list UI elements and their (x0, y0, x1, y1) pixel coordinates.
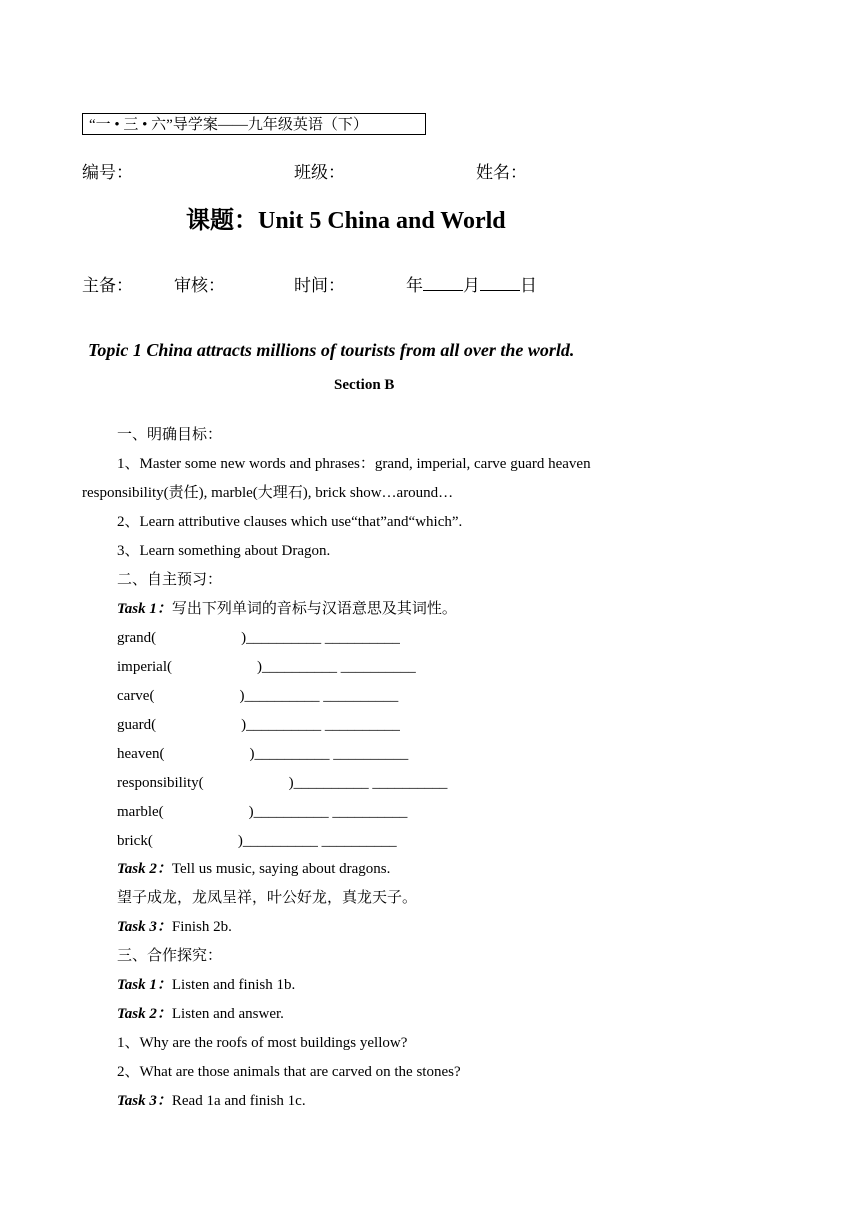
word-row-carve (117, 686, 398, 706)
word-label: brick( (117, 833, 153, 849)
prepare-label: 主备： (82, 276, 133, 295)
number-label: 编号： (82, 163, 133, 182)
series-header: “一 • 三 • 六”导学案——九年级英语（下） (82, 113, 426, 135)
name-label: 姓名： (476, 163, 527, 182)
question-2: 2、What are those animals that are carved on the stones? (117, 1064, 461, 1080)
task-label: Task 2： (117, 861, 172, 877)
task-text: Read 1a and finish 1c. (171, 1093, 306, 1109)
explore-heading: 三、合作探究： (117, 948, 223, 964)
task-label: Task 2： (117, 1006, 172, 1022)
topic-title: Topic 1 China attracts millions of tourists from all over the world. (88, 340, 575, 360)
dragon-idioms: 望子成龙，龙凤呈祥，叶公好龙，真龙天子。 (117, 890, 418, 906)
answer-blanks[interactable]: )__________ __________ (256, 659, 416, 675)
word-row-brick (117, 831, 397, 851)
word-label: heaven( (117, 746, 165, 762)
word-label: grand( (117, 630, 157, 646)
review-label: 审核： (174, 276, 225, 295)
explore-task-1 (117, 975, 295, 995)
task-label: Task 3： (117, 1093, 172, 1109)
answer-blanks[interactable]: )__________ __________ (239, 688, 399, 704)
day-label: 日 (520, 276, 537, 295)
task-label: Task 1： (117, 977, 172, 993)
class-label: 班级： (294, 163, 345, 182)
goal-item-1-line-2: responsibility(责任), marble(大理石), brick show…around… (82, 485, 454, 501)
task-text: Listen and answer. (171, 1006, 284, 1022)
time-label: 时间： (294, 276, 345, 295)
answer-blanks[interactable]: )__________ __________ (288, 775, 448, 791)
word-label: imperial( (117, 659, 172, 675)
task-text: Finish 2b. (171, 919, 232, 935)
answer-blanks[interactable]: )__________ __________ (248, 804, 408, 820)
goal-item-1-line-1: 1、Master some new words and phrases：grand, imperial, carve guard heaven (117, 456, 591, 472)
explore-task-2 (117, 1004, 284, 1024)
task-text: 写出下列单词的音标与汉语意思及其词性。 (171, 601, 457, 617)
month-label: 月 (463, 276, 480, 295)
preview-task-3 (117, 917, 232, 937)
explore-task-3 (117, 1091, 306, 1111)
goal-item-2: 2、Learn attributive clauses which use“that”and“which”. (117, 514, 463, 530)
goals-heading: 一、明确目标： (117, 427, 223, 443)
task-label: Task 3： (117, 919, 172, 935)
date-field (406, 271, 537, 296)
answer-blanks[interactable]: )__________ __________ (241, 717, 400, 733)
section-title: Section B (334, 377, 395, 393)
word-label: marble( (117, 804, 164, 820)
word-row-heaven (117, 744, 408, 764)
preview-task-1 (117, 599, 457, 619)
word-row-imperial (117, 657, 416, 677)
page-title: 课题：Unit 5 China and World (186, 208, 506, 234)
answer-blanks[interactable]: )__________ __________ (249, 746, 409, 762)
task-text: Listen and finish 1b. (171, 977, 296, 993)
month-blank (423, 276, 463, 291)
task-text: Tell us music, saying about dragons. (171, 861, 391, 877)
task-label: Task 1： (117, 601, 172, 617)
preview-task-2 (117, 859, 390, 879)
preview-heading: 二、自主预习： (117, 572, 223, 588)
answer-blanks[interactable]: )__________ __________ (237, 833, 397, 849)
word-label: carve( (117, 688, 155, 704)
day-blank (480, 276, 520, 291)
answer-blanks[interactable]: )__________ __________ (241, 630, 400, 646)
word-label: guard( (117, 717, 157, 733)
word-row-grand (117, 628, 400, 648)
goal-item-3: 3、Learn something about Dragon. (117, 543, 331, 559)
word-row-guard (117, 715, 400, 735)
question-1: 1、Why are the roofs of most buildings yellow? (117, 1035, 408, 1051)
year-label: 年 (406, 276, 423, 295)
word-label: responsibility( (117, 775, 204, 791)
word-row-responsibility (117, 773, 447, 793)
word-row-marble (117, 802, 407, 822)
